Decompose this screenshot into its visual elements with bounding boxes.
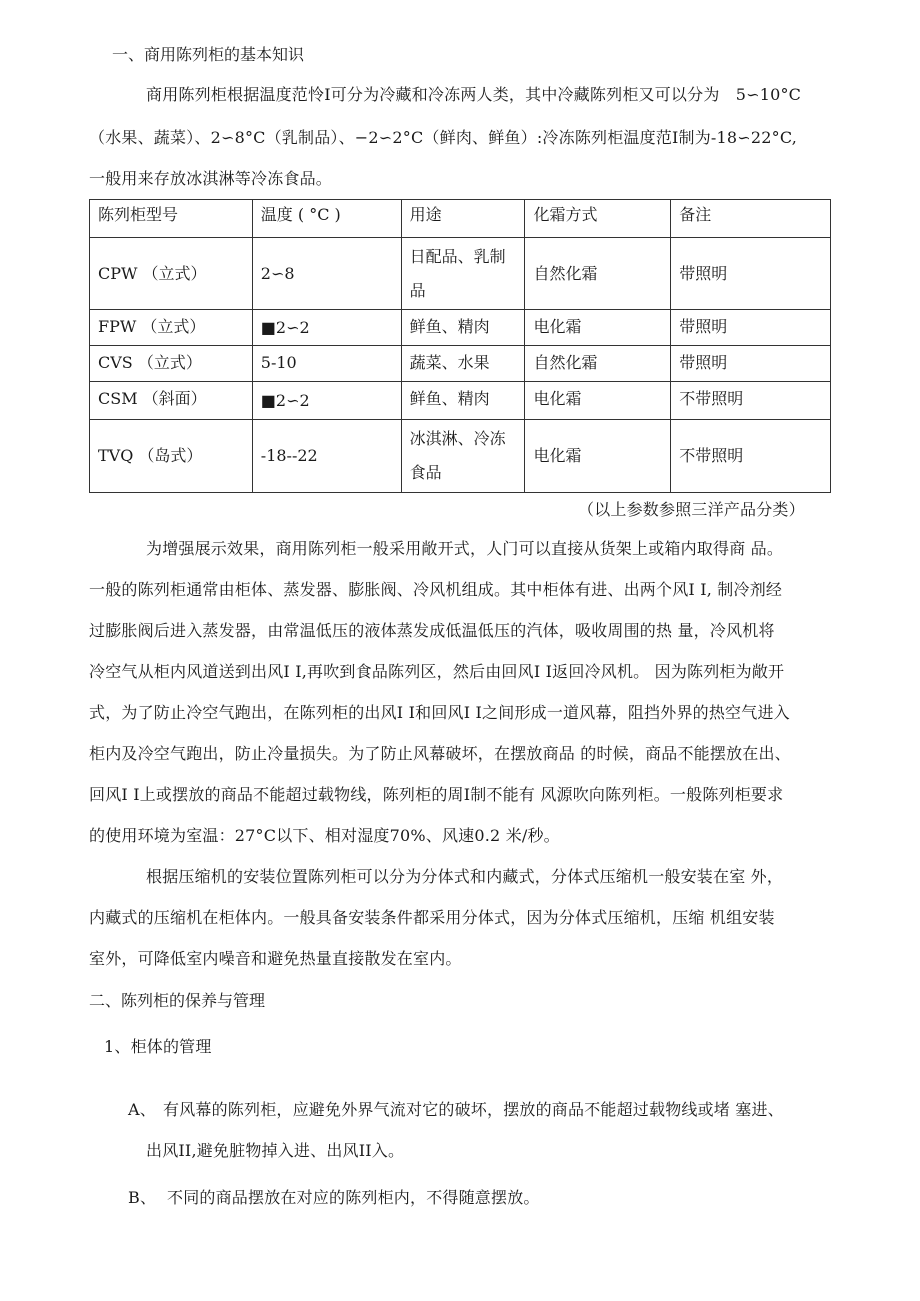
cell-use-line: 品 [409,280,426,300]
paragraph-1-line: 一般用来存放冰淇淋等冷冻食品。 [89,169,333,188]
paragraph-3-line: 室外，可降低室内噪音和避免热量直接散发在室内。 [89,949,462,968]
section-1-title: 一、商用陈列柜的基本知识 [112,45,305,64]
paragraph-2-line: 过膨胀阀后进入蒸发器，由常温低压的液体蒸发成低温低压的汽体，吸收周围的热 量，冷风机将 [89,621,775,640]
table-row [90,238,831,310]
cell-defrost: 电化霜 [525,382,671,420]
item-a-line: 出风II,避免脏物掉入进、出风II入。 [146,1141,405,1160]
paragraph-2-line: 一般的陈列柜通常由柜体、蒸发器、膨胀阀、冷风机组成。其中柜体有进、出两个风I I, 制冷剂经 [89,580,783,599]
cell-use: 鲜鱼、精肉 [401,310,525,346]
header-use: 用途 [401,200,525,238]
item-b-label: B、 [128,1188,157,1207]
table-row [90,310,831,346]
paragraph-1-line: （水果、蔬菜）、2∽8°C（乳制品）、−2∽2°C（鲜肉、鲜鱼）:冷冻陈列柜温度范I制为-18∽22°C, [89,128,798,147]
paragraph-2-line: 为增强展示效果，商用陈列柜一般采用敞开式，人门可以直接从货架上或箱内取得商 品。 [146,539,784,558]
paragraph-3-line: 根据压缩机的安装位置陈列柜可以分为分体式和内藏式，分体式压缩机一般安装在室 外， [146,867,784,886]
paragraph-3-line: 内藏式的压缩机在柜体内。一般具备安装条件都采用分体式，因为分体式压缩机，压缩 机组安装 [89,908,775,927]
cell-temp: 5-10 [252,346,401,382]
cell-model: CPW （立式） [90,238,253,310]
table-header-row [90,200,831,238]
cell-note: 不带照明 [671,382,831,420]
cell-use [401,420,525,493]
paragraph-2-line: 的使用环境为室温：27°C以下、相对湿度70%、风速0.2 米/秒。 [89,826,560,845]
table-row [90,382,831,420]
item-b-text: 不同的商品摆放在对应的陈列柜内，不得随意摆放。 [167,1188,540,1207]
section-2-title: 二、陈列柜的保养与管理 [89,991,266,1010]
cell-use: 蔬菜、水果 [401,346,525,382]
cell-note: 不带照明 [671,420,831,493]
cell-temp: ■2∽2 [252,310,401,346]
cell-use-line: 日配品、乳制 [409,246,506,266]
cell-defrost: 电化霜 [525,310,671,346]
cell-model: TVQ （岛式） [90,420,253,493]
header-model: 陈列柜型号 [90,200,253,238]
item-a-line: 有风幕的陈列柜，应避免外界气流对它的破坏，摆放的商品不能超过载物线或堵 塞进、 [163,1100,784,1119]
subsection-title: 1、柜体的管理 [104,1037,212,1056]
cell-temp: 2∽8 [252,238,401,310]
cell-note: 带照明 [671,310,831,346]
table-row [90,420,831,493]
cell-note: 带照明 [671,238,831,310]
paragraph-2-line: 冷空气从柜内风道送到出风I I,再吹到食品陈列区，然后由回风I I返回冷风机。 因为陈列柜为敞开 [89,662,785,681]
header-note: 备注 [671,200,831,238]
cell-use-line: 食品 [409,463,442,482]
table-note: （以上参数参照三洋产品分类） [578,500,805,519]
cell-defrost: 电化霜 [525,420,671,493]
paragraph-1-line: 商用陈列柜根据温度范怜I可分为冷藏和冷冻两人类，其中冷藏陈列柜又可以分为 5∽10°C [146,85,802,104]
cell-defrost: 自然化霜 [525,346,671,382]
cell-model: FPW （立式） [90,310,253,346]
cell-model: CSM （斜面） [90,382,253,420]
paragraph-2-line: 柜内及冷空气跑出，防止冷量损失。为了防止风幕破坏，在摆放商品 的时候，商品不能摆放在出、 [89,744,791,763]
cell-use-line: 冰淇淋、冷冻 [409,429,506,448]
cell-temp: -18--22 [252,420,401,493]
cell-model: CVS （立式） [90,346,253,382]
item-a-label: A、 [128,1100,156,1119]
table-row [90,346,831,382]
cell-temp: ■2∽2 [252,382,401,420]
header-defrost: 化霜方式 [525,200,671,238]
cell-note: 带照明 [671,346,831,382]
paragraph-2-line: 式，为了防止冷空气跑出，在陈列柜的出风I I和回风I I之间形成一道风幕，阻挡外界的热空气进入 [89,703,790,722]
header-temp: 温度 ( °C ) [252,200,401,238]
cell-defrost: 自然化霜 [525,238,671,310]
cell-use: 鲜鱼、精肉 [401,382,525,420]
cell-use [401,238,525,310]
spec-table [89,199,831,493]
paragraph-2-line: 回风I I上或摆放的商品不能超过载物线，陈列柜的周I制不能有 风源吹向陈列柜。一般陈列柜要求 [89,785,784,804]
